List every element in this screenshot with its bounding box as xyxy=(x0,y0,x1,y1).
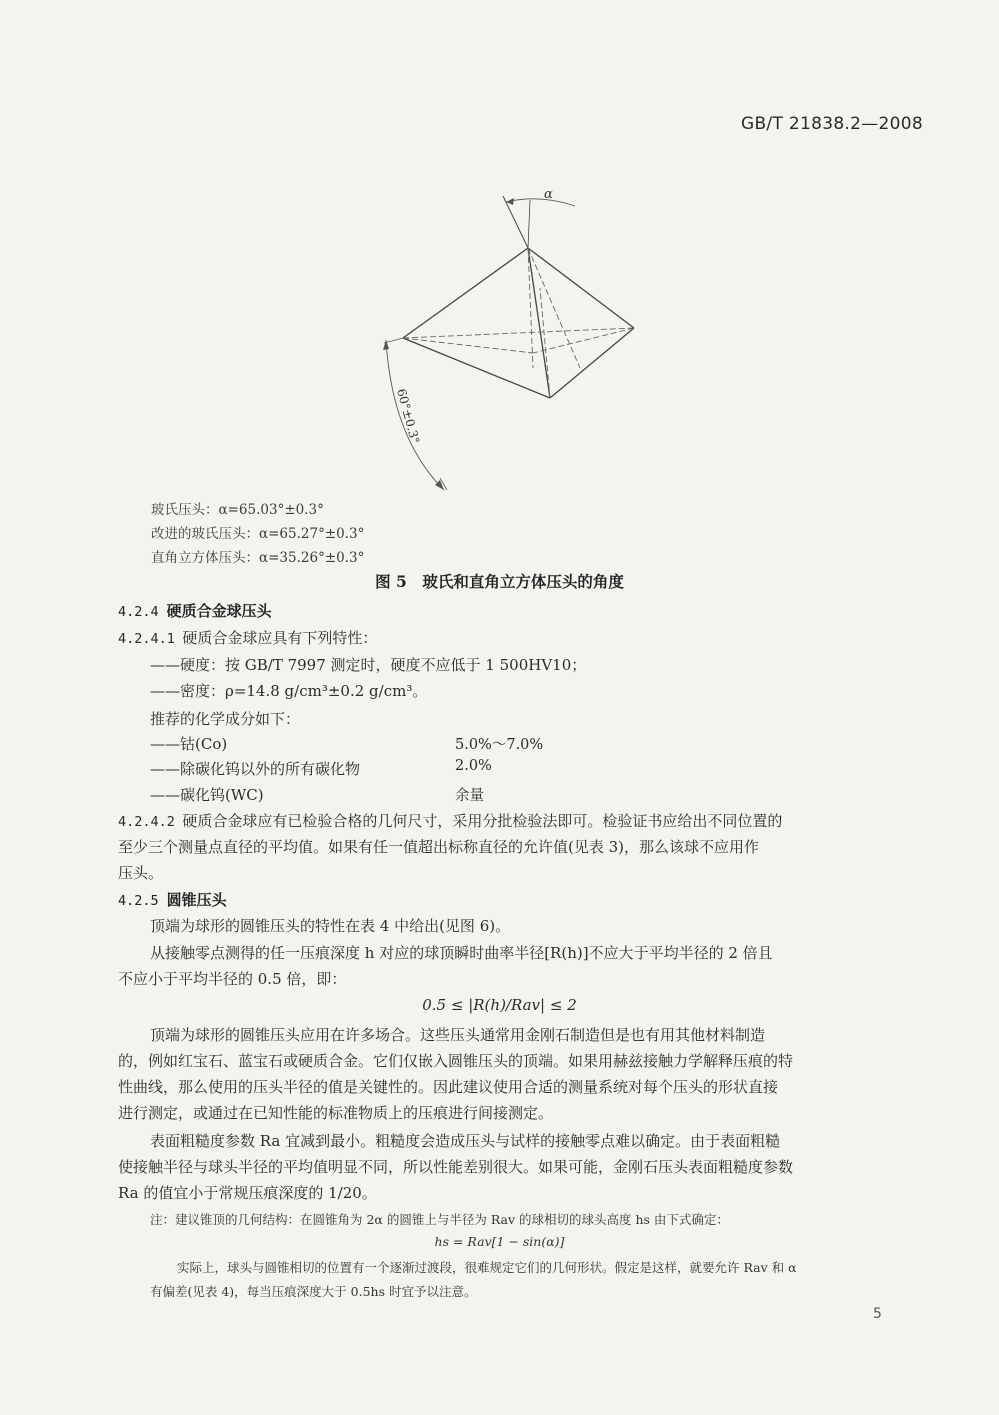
subsection-text: 硬质合金球应具有下列特性： xyxy=(182,629,378,647)
composition-value: 2.0% xyxy=(455,758,492,774)
alpha-ref-line xyxy=(528,200,530,248)
alpha-label: α xyxy=(544,187,553,202)
paragraph-line: 不应小于平均半径的 0.5 倍，即： xyxy=(118,970,347,988)
paragraph-line: 进行测定，或通过在已知性能的标准物质上的压痕进行间接测定。 xyxy=(118,1104,554,1122)
section-number: 4.2.5 xyxy=(118,893,159,909)
composition-intro: 推荐的化学成分如下： xyxy=(150,710,301,728)
composition-value: 余量 xyxy=(455,788,484,804)
note-line: 有偏差(见表 4)，每当压痕深度大于 0.5hs 时宜予以注意。 xyxy=(150,1284,477,1299)
composition-name: ——除碳化钨以外的所有碳化物 xyxy=(150,760,361,778)
edge-top-right xyxy=(528,248,634,328)
section-heading-4-2-5 xyxy=(118,889,227,910)
figure-title: 图 5 玻氏和直角立方体压头的角度 xyxy=(375,572,624,591)
section-number: 4.2.4 xyxy=(118,604,159,620)
paragraph-line: 顶端为球形的圆锥压头的特性在表 4 中给出(见图 6)。 xyxy=(150,917,511,935)
section-title: 圆锥压头 xyxy=(166,891,227,909)
composition-name: ——钴(Co) xyxy=(150,735,228,753)
angle-label: 60°±0.3° xyxy=(394,387,423,446)
angle-arrow-top xyxy=(383,340,389,350)
density-line: ——密度：ρ=14.8 g/cm³±0.2 g/cm³。 xyxy=(150,682,428,700)
note-line: 注：建议锥顶的几何结构：在圆锥角为 2α 的圆锥上与半径为 Rav 的球相切的球头高度 hs 由下式确定： xyxy=(150,1212,729,1227)
subsection-number: 4.2.4.2 xyxy=(118,814,175,830)
axis-line xyxy=(503,196,528,248)
caption-cube-corner: 直角立方体压头：α=35.26°±0.3° xyxy=(151,550,365,566)
edge-left-bottom xyxy=(403,338,550,398)
composition-value: 5.0%～7.0% xyxy=(455,737,544,753)
hidden-edge-5 xyxy=(528,248,580,368)
paragraph-line: 从接触零点测得的任一压痕深度 h 对应的球顶瞬时曲率半径[R(h)]不应大于平均半径的 2 倍且 xyxy=(150,944,773,962)
subsection-4-2-4-1 xyxy=(118,627,377,648)
alpha-arc xyxy=(506,199,575,206)
indenter-angle-figure xyxy=(380,178,660,498)
paragraph-line: 顶端为球形的圆锥压头应用在许多场合。这些压头通常用金刚石制造但是也有用其他材料制造 xyxy=(150,1026,766,1044)
page-number: 5 xyxy=(873,1306,882,1322)
paragraph-line: Ra 的值宜小于常规压痕深度的 1/20。 xyxy=(118,1184,377,1202)
paragraph-line: 硬质合金球应有已检验合格的几何尺寸，采用分批检验法即可。检验证书应给出不同位置的 xyxy=(182,812,783,830)
dim-ext-1 xyxy=(384,338,403,343)
composition-name: ——碳化钨(WC) xyxy=(150,786,264,804)
section-title: 硬质合金球压头 xyxy=(166,602,272,620)
note-line: 实际上，球头与圆锥相切的位置有一个逐渐过渡段，很难规定它们的几何形状。假定是这样，就要允许 Rav 和 α xyxy=(177,1260,797,1275)
standard-code: GB/T 21838.2—2008 xyxy=(741,114,924,134)
paragraph-line: 表面粗糙度参数 Ra 宜减到最小。粗糙度会造成压头与试样的接触零点难以确定。由于表面粗糙 xyxy=(150,1132,781,1150)
hardness-line: ——硬度：按 GB/T 7997 测定时，硬度不应低于 1 500HV10； xyxy=(150,656,587,674)
paragraph-line: 性曲线，那么使用的压头半径的值是关键性的。因此建议使用合适的测量系统对每个压头的形状直接 xyxy=(118,1078,779,1096)
edge-left-top xyxy=(403,248,528,338)
paragraph-line: 的，例如红宝石、蓝宝石或硬质合金。它们仅嵌入圆锥压头的顶端。如果用赫兹接触力学解释压痕的特 xyxy=(118,1052,794,1070)
subsection-4-2-4-2 xyxy=(118,810,782,831)
subsection-number: 4.2.4.1 xyxy=(118,631,175,647)
note-formula: hs = Rav[1 − sin(α)] xyxy=(434,1234,565,1249)
caption-modified-berkovich: 改进的玻氏压头：α=65.27°±0.3° xyxy=(151,526,365,542)
ratio-formula: 0.5 ≤ |R(h)/Rav| ≤ 2 xyxy=(422,996,577,1014)
edge-right-bottom xyxy=(550,328,634,398)
paragraph-line: 使接触半径与球头半径的平均值明显不同，所以性能差别很大。如果可能，金刚石压头表面粗糙度参数 xyxy=(118,1158,794,1176)
hidden-edge-1 xyxy=(403,328,634,338)
paragraph-line: 至少三个测量点直径的平均值。如果有任一值超出标称直径的允许值(见表 3)，那么该球不应用作 xyxy=(118,838,760,856)
section-heading-4-2-4 xyxy=(118,600,272,621)
paragraph-line: 压头。 xyxy=(118,864,164,882)
caption-berkovich: 玻氏压头：α=65.03°±0.3° xyxy=(151,502,324,518)
